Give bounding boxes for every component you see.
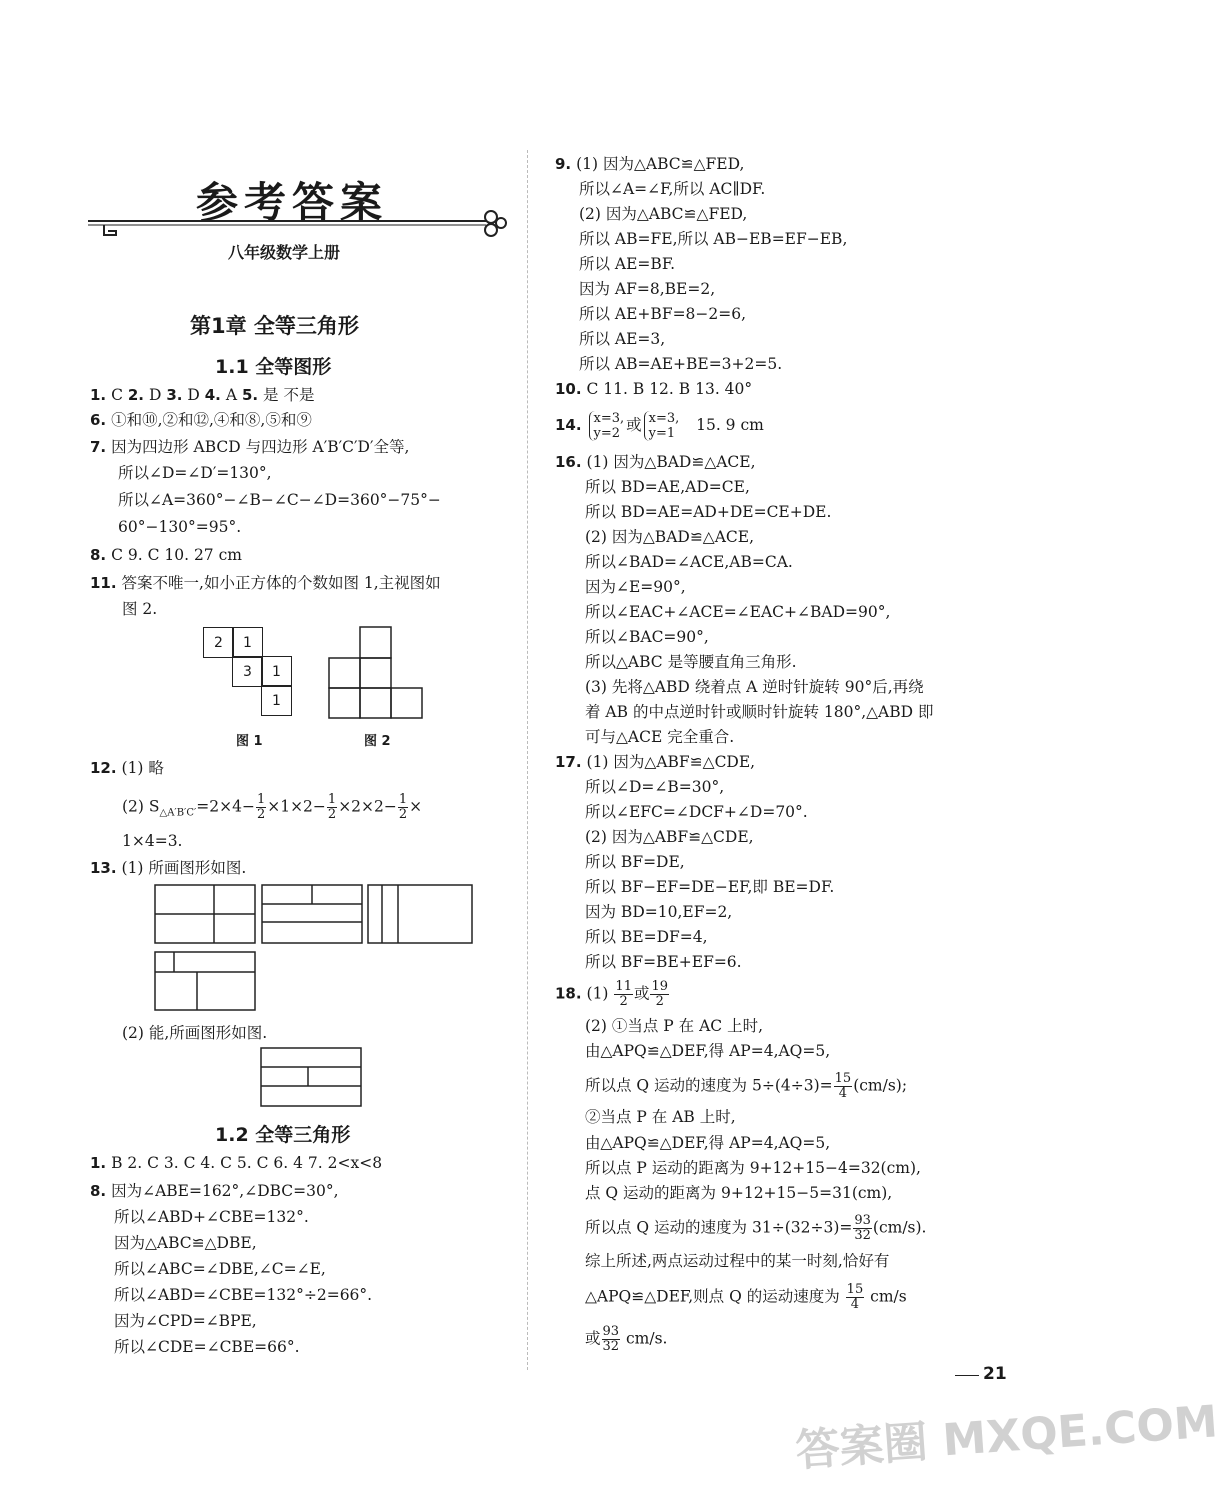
answer-s2-8-line: 所以∠ABC=∠DBE,∠C=∠E, xyxy=(114,1260,326,1278)
grid-cell: 2 xyxy=(203,627,234,658)
answer-s2-1-7: 1. B 2. C 3. C 4. C 5. C 6. 4 7. 2<x<8 xyxy=(90,1154,383,1172)
answer-17-line: 因为 BD=10,EF=2, xyxy=(585,903,733,921)
answer-s2-8-line: 所以∠ABD+∠CBE=132°. xyxy=(114,1208,309,1226)
answer-9-line: 因为 AF=8,BE=2, xyxy=(579,280,716,298)
answer-9-line: (2) 因为△ABC≌△FED, xyxy=(579,205,748,223)
answer-18-line: 综上所述,两点运动过程中的某一时刻,恰好有 xyxy=(585,1252,890,1270)
answer-18-line: ②当点 P 在 AB 上时, xyxy=(585,1108,736,1126)
answer-s2-8: 8. 因为∠ABE=162°,∠DBC=30°, xyxy=(90,1182,339,1200)
answer-17-line: (2) 因为△ABF≌△CDE, xyxy=(585,828,754,846)
answer-17-line: 所以 BF=BE+EF=6. xyxy=(585,953,742,971)
answer-17-line: 所以 BF−EF=DE−EF,即 BE=DF. xyxy=(585,878,835,896)
answer-9-line: 所以 AE=BF. xyxy=(579,255,676,273)
answer-1-5: 1. C 2. D 3. D 4. A 5. 是 不是 xyxy=(90,386,315,404)
answer-16-line: 所以∠BAD=∠ACE,AB=CA. xyxy=(585,553,793,571)
answer-18: 18. (1) $\frac{11}{2}$ 或 $\frac{19}{2}$ xyxy=(555,979,669,1009)
answer-18-line: 或 $\frac{93}{32}$ cm/s. xyxy=(585,1324,668,1354)
answer-s2-8-line: 因为△ABC≌△DBE, xyxy=(114,1234,257,1252)
answer-18-line: 所以点 Q 运动的速度为 31÷(32÷3)= $\frac{93}{32}$ (cm/s). xyxy=(585,1213,927,1243)
answer-9-line: 所以∠A=∠F,所以 AC∥DF. xyxy=(579,180,766,198)
grid-cell: 1 xyxy=(261,656,292,687)
answer-17: 17. (1) 因为△ABF≌△CDE, xyxy=(555,753,756,771)
answer-18-line: △APQ≌△DEF,则点 Q 的运动速度为 $\frac{15}{4}$ cm/s xyxy=(585,1282,907,1312)
answer-18-line: 由△APQ≌△DEF,得 AP=4,AQ=5, xyxy=(585,1042,831,1060)
answer-16-line: 所以∠EAC+∠ACE=∠EAC+∠BAD=90°, xyxy=(585,603,891,621)
answer-18-line: 所以点 P 运动的距离为 9+12+15−4=32(cm), xyxy=(585,1159,921,1177)
answer-12: 12. (1) 略 xyxy=(90,759,164,777)
answer-7-line: 60°−130°=95°. xyxy=(118,518,242,536)
answer-16-line: 所以∠BAC=90°, xyxy=(585,628,709,646)
answer-18-line: 所以点 Q 运动的速度为 5÷(4÷3)= $\frac{15}{4}$ (cm/s); xyxy=(585,1071,908,1101)
answer-7-line: 所以∠A=360°−∠B−∠C−∠D=360°−75°− xyxy=(118,491,441,509)
figure-13-part2 xyxy=(258,1045,366,1109)
answer-6: 6. ①和⑩,②和⑫,④和⑧,⑤和⑨ xyxy=(90,411,312,429)
page-title: 参考答案 xyxy=(196,178,389,227)
answer-17-line: 所以 BE=DF=4, xyxy=(585,928,708,946)
page-number-rule xyxy=(955,1375,979,1376)
answer-9-line: 所以 AB=FE,所以 AB−EB=EF−EB, xyxy=(579,230,848,248)
answer-16-line: 所以△ABC 是等腰直角三角形. xyxy=(585,653,797,671)
title-ornament xyxy=(86,205,506,245)
grid-cell: 3 xyxy=(232,656,263,687)
answer-18-line: 点 Q 运动的距离为 9+12+15−5=31(cm), xyxy=(585,1184,893,1202)
answer-13-part2: (2) 能,所画图形如图. xyxy=(122,1024,268,1042)
figure-1-caption: 图 1 xyxy=(236,734,263,749)
figure-13-partitions xyxy=(152,882,477,1014)
answer-16: 16. (1) 因为△BAD≌△ACE, xyxy=(555,453,756,471)
grid-cell: 1 xyxy=(232,627,263,658)
figure-2-front-view xyxy=(328,626,428,720)
answer-11: 11. 答案不唯一,如小正方体的个数如图 1,主视图如 xyxy=(90,574,441,592)
answer-17-line: 所以∠D=∠B=30°, xyxy=(585,778,725,796)
answer-12-area: (2) $S_{\triangle A'B'C'}=2\times 4-$ $\frac{1}{2}$ ×1×2− $\frac{1}{2}$ ×2×2− $\frac{1}{2}$ × xyxy=(122,792,423,822)
answer-7-line: 所以∠D=∠D′=130°, xyxy=(118,464,272,482)
answer-13: 13. (1) 所画图形如图. xyxy=(90,859,247,877)
answer-s2-8-line: 因为∠CPD=∠BPE, xyxy=(114,1312,257,1330)
figure-2-caption: 图 2 xyxy=(364,734,391,749)
answer-9-line: 所以 AB=AE+BE=3+2=5. xyxy=(579,355,783,373)
answer-s2-8-line: 所以∠ABD=∠CBE=132°÷2=66°. xyxy=(114,1286,373,1304)
grid-cell: 1 xyxy=(261,685,292,716)
answer-16-line: 着 AB 的中点逆时针或顺时针旋转 180°,△ABD 即 xyxy=(585,703,934,721)
answer-16-line: 所以 BD=AE,AD=CE, xyxy=(585,478,750,496)
answer-17-line: 所以 BF=DE, xyxy=(585,853,685,871)
answer-9-line: 所以 AE=3, xyxy=(579,330,666,348)
answer-12-line: 1×4=3. xyxy=(122,832,183,850)
column-divider xyxy=(527,150,528,1370)
answer-9-line: 所以 AE+BF=8−2=6, xyxy=(579,305,747,323)
answer-8-10: 8. C 9. C 10. 27 cm xyxy=(90,546,242,564)
watermark: 答案圈 MXQE.COM xyxy=(794,1396,1219,1477)
answer-17-line: 所以∠EFC=∠DCF+∠D=70°. xyxy=(585,803,808,821)
answer-16-line: (2) 因为△BAD≌△ACE, xyxy=(585,528,755,546)
chapter-heading: 第1章 全等三角形 xyxy=(190,314,359,338)
answer-9: 9. (1) 因为△ABC≌△FED, xyxy=(555,155,745,173)
subtitle: 八年级数学上册 xyxy=(228,243,341,262)
answer-7: 7. 因为四边形 ABCD 与四边形 A′B′C′D′全等, xyxy=(90,438,410,456)
answer-14-15: 14. x=3, y=2 或 x=3, y=1 15. 9 cm xyxy=(555,411,764,441)
answer-s2-8-line: 所以∠CDE=∠CBE=66°. xyxy=(114,1338,300,1356)
answer-16-line: 可与△ACE 完全重合. xyxy=(585,728,735,746)
section-heading: 1.2 全等三角形 xyxy=(215,1124,351,1146)
answer-16-line: 因为∠E=90°, xyxy=(585,578,686,596)
answer-16-line: (3) 先将△ABD 绕着点 A 逆时针旋转 90°后,再绕 xyxy=(585,678,924,696)
page-number: 21 xyxy=(983,1364,1007,1384)
answer-16-line: 所以 BD=AE=AD+DE=CE+DE. xyxy=(585,503,832,521)
answer-11-line: 图 2. xyxy=(122,600,158,618)
section-heading: 1.1 全等图形 xyxy=(215,356,332,378)
answer-18-line: 由△APQ≌△DEF,得 AP=4,AQ=5, xyxy=(585,1134,831,1152)
answer-18-line: (2) ①当点 P 在 AC 上时, xyxy=(585,1017,764,1035)
answer-10-13: 10. C 11. B 12. B 13. 40° xyxy=(555,380,753,398)
